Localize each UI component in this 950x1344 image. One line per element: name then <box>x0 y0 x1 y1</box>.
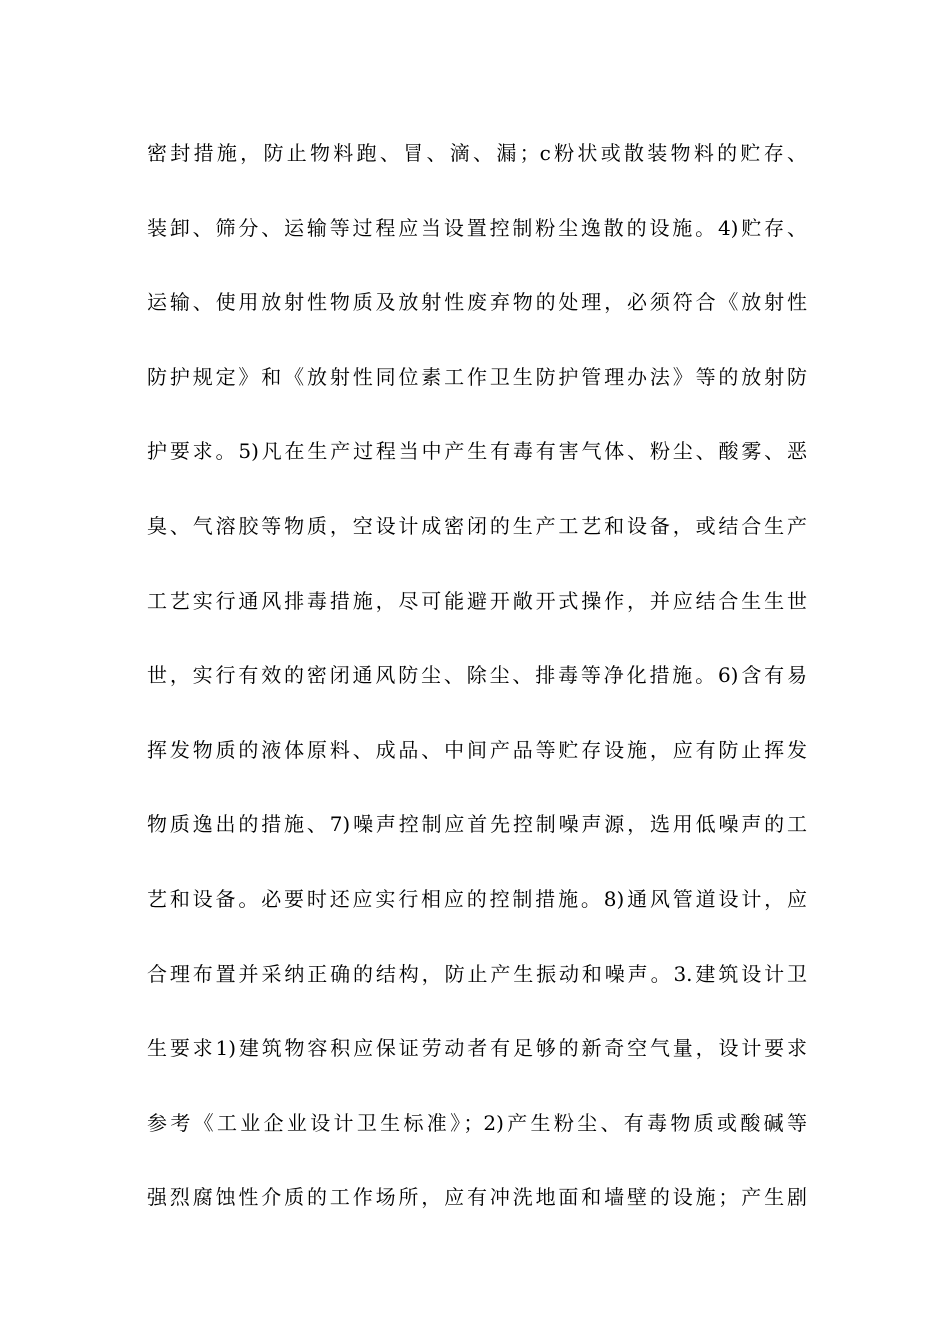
text-line-14: 参考《工业企业设计卫生标准》；2)产生粉尘、有毒物质或酸碱等 <box>147 1111 807 1135</box>
text-line-15: 强烈腐蚀性介质的工作场所，应有冲洗地面和墙壁的设施；产生剧 <box>147 1185 807 1209</box>
text-line-6: 臭、气溶胶等物质，空设计成密闭的生产工艺和设备，或结合生产 <box>147 514 807 538</box>
text-line-13: 生要求1)建筑物容积应保证劳动者有足够的新奇空气量，设计要求 <box>147 1036 807 1060</box>
text-line-3: 运输、使用放射性物质及放射性废弃物的处理，必须符合《放射性 <box>147 290 807 314</box>
text-line-2: 装卸、筛分、运输等过程应当设置控制粉尘逸散的设施。4)贮存、 <box>147 216 807 240</box>
text-line-4: 防护规定》和《放射性同位素工作卫生防护管理办法》等的放射防 <box>147 365 807 389</box>
text-line-1: 密封措施，防止物料跑、冒、滴、漏；c粉状或散装物料的贮存、 <box>147 141 807 165</box>
text-line-8: 世，实行有效的密闭通风防尘、除尘、排毒等净化措施。6)含有易 <box>147 663 807 687</box>
text-line-10: 物质逸出的措施、7)噪声控制应首先控制噪声源，选用低噪声的工 <box>147 812 807 836</box>
text-line-12: 合理布置并采纳正确的结构，防止产生振动和噪声。3.建筑设计卫 <box>147 962 807 986</box>
text-line-7: 工艺实行通风排毒措施，尽可能避开敞开式操作，并应结合生生世 <box>147 589 807 613</box>
text-line-5: 护要求。5)凡在生产过程当中产生有毒有害气体、粉尘、酸雾、恶 <box>147 439 807 463</box>
text-line-9: 挥发物质的液体原料、成品、中间产品等贮存设施，应有防止挥发 <box>147 738 807 762</box>
text-line-11: 艺和设备。必要时还应实行相应的控制措施。8)通风管道设计，应 <box>147 887 807 911</box>
